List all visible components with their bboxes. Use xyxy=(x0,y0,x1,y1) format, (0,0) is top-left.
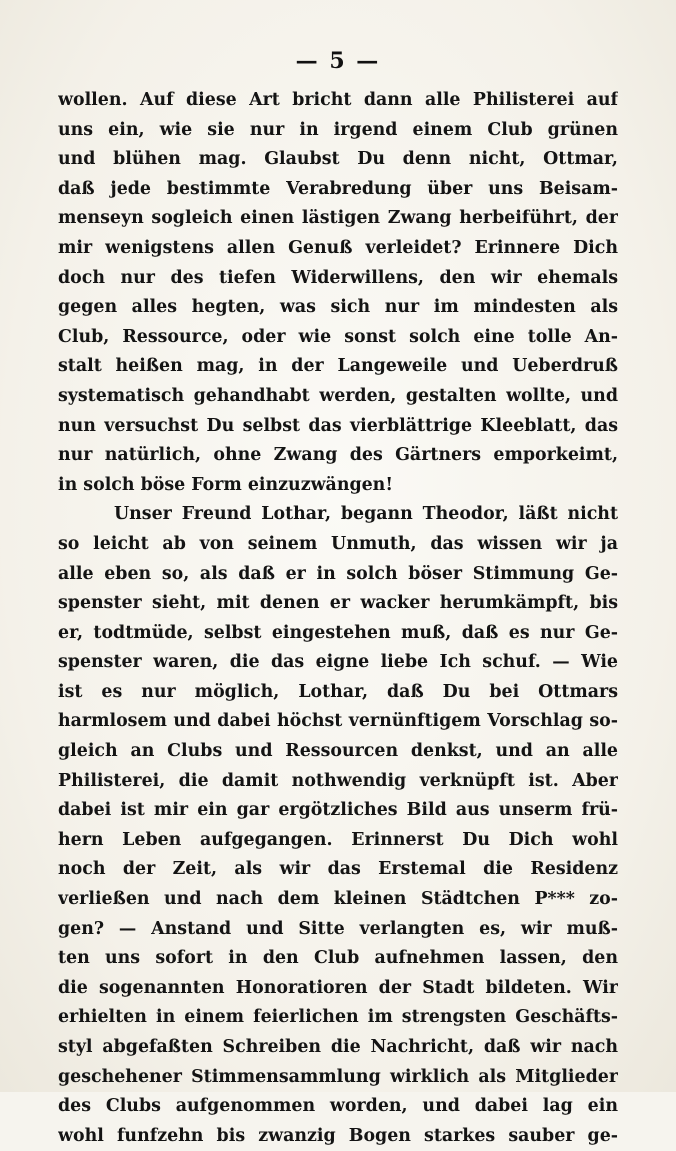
text-line: ten uns sofort in den Club aufnehmen lassen, den xyxy=(58,948,618,969)
text-line: spenster sieht, mit denen er wacker herumkämpft, bis xyxy=(58,593,618,614)
page-number: — 5 — xyxy=(295,48,381,74)
text-line: die sogenannten Honoratioren der Stadt bildeten. Wir xyxy=(58,977,618,998)
text-line: harmlosem und dabei höchst vernünftigem Vorschlag so- xyxy=(58,711,618,732)
text-line: Club, Ressource, oder wie sonst solch eine tolle An- xyxy=(58,326,618,347)
text-line: noch der Zeit, als wir das Erstemal die Residenz xyxy=(58,859,618,880)
text-line: menseyn sogleich einen lästigen Zwang herbeiführt, der xyxy=(58,208,618,229)
text-line: er, todtmüde, selbst eingestehen muß, daß es nur Ge- xyxy=(58,622,618,643)
text-line: nun versuchst Du selbst das vierblättrige Kleeblatt, das xyxy=(58,415,618,436)
text-line: systematisch gehandhabt werden, gestalten wollte, und xyxy=(58,385,618,406)
text-line: so leicht ab von seinem Unmuth, das wissen wir ja xyxy=(58,533,618,554)
text-line: Philisterei, die damit nothwendig verknüpft ist. Aber xyxy=(58,770,618,791)
text-line: doch nur des tiefen Widerwillens, den wir ehemals xyxy=(58,267,618,288)
text-line: des Clubs aufgenommen worden, und dabei lag ein xyxy=(58,1096,618,1117)
text-line: in solch böse Form einzuzwängen! xyxy=(58,474,393,495)
text-line: gleich an Clubs und Ressourcen denkst, und an alle xyxy=(58,741,618,762)
text-line: verließen und nach dem kleinen Städtchen P*** zo- xyxy=(58,889,618,910)
text-line: wohl funfzehn bis zwanzig Bogen starkes sauber ge- xyxy=(58,1125,618,1146)
text-line: dabei ist mir ein gar ergötzliches Bild aus unserm frü- xyxy=(58,800,618,821)
body-text xyxy=(58,86,618,1151)
text-line: wollen. Auf diese Art bricht dann alle Philisterei auf xyxy=(58,90,618,110)
text-line: mir wenigstens allen Genuß verleidet? Erinnere Dich xyxy=(58,237,618,258)
text-line: styl abgefaßten Schreiben die Nachricht, daß wir nach xyxy=(58,1037,618,1057)
text-line: Unser Freund Lothar, begann Theodor, läßt nicht xyxy=(114,504,618,525)
text-line: stalt heißen mag, in der Langeweile und Ueberdruß xyxy=(58,356,618,377)
text-line: hern Leben aufgegangen. Erinnerst Du Dich wohl xyxy=(58,829,618,850)
text-line: und blühen mag. Glaubst Du denn nicht, Ottmar, xyxy=(58,149,618,170)
text-line: uns ein, wie sie nur in irgend einem Club grünen xyxy=(58,119,618,140)
text-line: nur natürlich, ohne Zwang des Gärtners emporkeimt, xyxy=(58,445,618,466)
text-line: erhielten in einem feierlichen im strengsten Geschäfts- xyxy=(58,1007,618,1028)
text-line: alle eben so, als daß er in solch böser Stimmung Ge- xyxy=(58,563,618,584)
text-line: gen? — Anstand und Sitte verlangten es, wir muß- xyxy=(58,918,618,939)
text-line: ist es nur möglich, Lothar, daß Du bei Ottmars xyxy=(58,681,618,702)
text-line: daß jede bestimmte Verabredung über uns Beisam- xyxy=(58,178,618,199)
text-line: gegen alles hegten, was sich nur im mindesten als xyxy=(58,297,618,318)
text-line: spenster waren, die das eigne liebe Ich schuf. — Wie xyxy=(58,652,618,673)
text-line: geschehener Stimmensammlung wirklich als Mitglieder xyxy=(58,1066,618,1087)
